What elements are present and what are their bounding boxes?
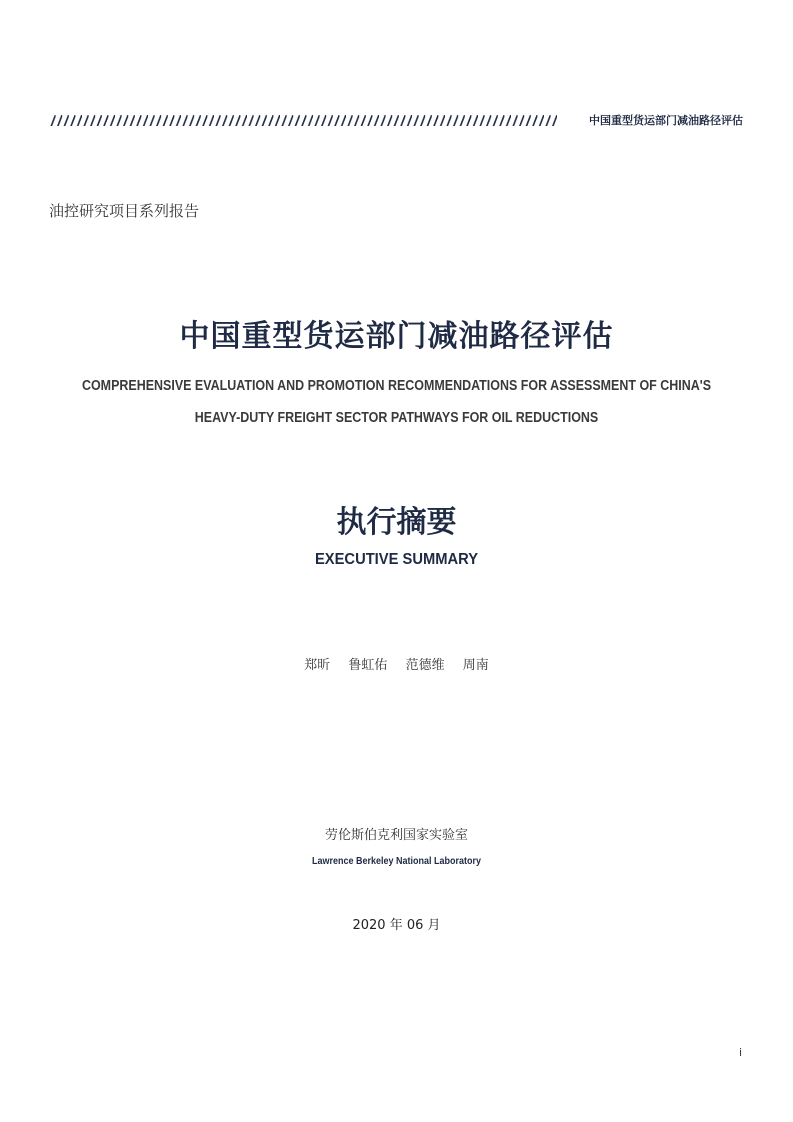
summary-title-en: EXECUTIVE SUMMARY bbox=[314, 551, 479, 568]
author-name: 范德维 bbox=[405, 658, 445, 673]
lab-name-cn: 劳伦斯伯克利国家实验室 bbox=[324, 828, 468, 843]
stripes-graphic bbox=[49, 115, 557, 126]
lab-name-en: Lawrence Berkeley National Laboratory bbox=[311, 856, 482, 867]
author-name: 周南 bbox=[462, 658, 489, 673]
summary-title: 执行摘要 bbox=[336, 505, 457, 540]
header-title: 中国重型货运部门减油路径评估 bbox=[589, 114, 743, 127]
main-title: 中国重型货运部门减油路径评估 bbox=[179, 319, 614, 354]
header-decorative-stripes bbox=[49, 113, 557, 126]
series-label: 油控研究项目系列报告 bbox=[49, 202, 200, 220]
author-list bbox=[0, 654, 793, 673]
author-name: 鲁虹佑 bbox=[348, 658, 388, 673]
author-name: 郑昕 bbox=[304, 658, 331, 673]
publication-date: 2020 年 06 月 bbox=[352, 918, 441, 933]
english-title-line-2: HEAVY-DUTY FREIGHT SECTOR PATHWAYS FOR OIL REDUCTIONS bbox=[194, 410, 599, 426]
english-title-line-1: COMPREHENSIVE EVALUATION AND PROMOTION RECOMMENDATIONS FOR ASSESSMENT OF CHINA'S bbox=[81, 378, 712, 394]
page-number: i bbox=[738, 1046, 742, 1059]
